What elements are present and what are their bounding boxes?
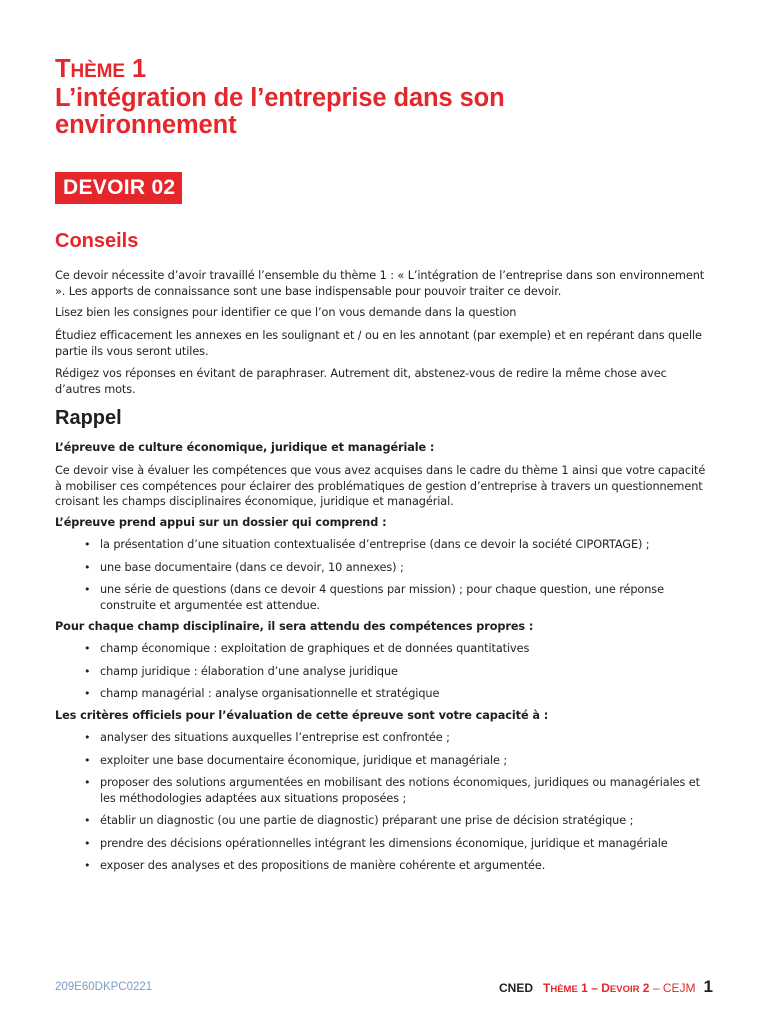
list-item: • exploiter une base documentaire économique, juridique et managériale ; (84, 753, 508, 767)
rappel-section (55, 407, 715, 430)
conseils-heading: Conseils (55, 230, 139, 252)
criteres-title: Les critères officiels pour l’évaluation de cette épreuve sont votre capacité à : (55, 709, 549, 722)
publisher-label: CNED (499, 981, 534, 995)
rappel-heading: Rappel (55, 407, 122, 429)
bullet-icon: • (84, 776, 91, 789)
bullet-icon: • (84, 814, 91, 827)
dossier-title: L’épreuve prend appui sur un dossier qui comprend : (55, 516, 387, 529)
list-item: • champ économique : exploitation de graphiques et de données quantitatives (84, 642, 530, 655)
theme-number: 1 (131, 55, 147, 83)
devoir-badge: DEVOIR 02 (55, 172, 182, 204)
conseils-paragraph: Rédigez vos réponses en évitant de paraphraser. Autrement dit, abstenez-vous de redire la même chose avec d’autres mots. (55, 367, 667, 396)
bullet-icon: • (84, 538, 91, 551)
list-item: • établir un diagnostic (ou une partie de diagnostic) préparant une prise de décision stratégique ; (84, 814, 634, 827)
criteres-list (55, 730, 715, 874)
footer-running-head (499, 977, 713, 997)
conseils-paragraph: Étudiez efficacement les annexes en les soulignant et / ou en les annotant (par exemple) et en repérant dans quelle partie ils vous seront utiles. (55, 329, 702, 358)
list-item: • analyser des situations auxquelles l’entreprise est confrontée ; (84, 731, 450, 744)
bullet-icon: • (84, 642, 91, 655)
bullet-icon: • (84, 731, 91, 744)
list-item: • champ managérial : analyse organisationnelle et stratégique (84, 687, 440, 700)
conseils-paragraph: Ce devoir nécessite d’avoir travaillé l’ensemble du thème 1 : « L’intégration de l’entreprise dans son environnement ». Les apports de connaissance sont une base indispensable pour pouvoir traiter ce devoir. (55, 269, 705, 298)
champ-list (55, 641, 715, 702)
bullet-icon: • (84, 560, 91, 574)
list-item: • la présentation d’une situation contextualisée d’entreprise (dans ce devoir la société CIPORTAGE) ; (84, 538, 650, 551)
list-item: • prendre des décisions opérationnelles intégrant les dimensions économique, juridique et managériale (84, 836, 668, 850)
rappel-intro: Ce devoir vise à évaluer les compétences que vous avez acquises dans le cadre du thème 1 ainsi que votre capacité à mobiliser ces compétences pour éclairer des problématiques de gestion d’entreprise à travers un questionnement croisant les champs disciplinaires économique, juridique et managérial. (55, 464, 706, 508)
list-item: • une base documentaire (dans ce devoir, 10 annexes) ; (84, 560, 404, 574)
document-code: 209E60DKPC0221 (55, 981, 153, 993)
bullet-icon: • (84, 664, 91, 678)
bullet-icon: • (84, 836, 91, 850)
dossier-list (55, 537, 715, 613)
theme-label-initial: T (55, 55, 71, 83)
list-item: • champ juridique : élaboration d’une analyse juridique (84, 664, 398, 678)
epreuve-title: L’épreuve de culture économique, juridique et managériale : (55, 441, 435, 454)
bullet-icon: • (84, 687, 91, 700)
list-item: • une série de questions (dans ce devoir 4 questions par mission) ; pour chaque question, une réponse construite et argumentée est attendue. (84, 583, 664, 612)
bullet-icon: • (84, 583, 91, 596)
page-number: 1 (703, 977, 713, 996)
title-line-2: environnement (55, 111, 237, 139)
theme-label-rest: HÈME (70, 61, 125, 82)
title-line-1: L’intégration de l’entreprise dans son (55, 84, 505, 112)
list-item: • exposer des analyses et des propositions de manière cohérente et argumentée. (84, 859, 546, 872)
conseils-section (55, 230, 715, 253)
footer-theme: THÈME 1 – DEVOIR 2 (543, 981, 650, 995)
theme-title (55, 56, 505, 139)
footer-subject: – CEJM (652, 981, 696, 995)
conseils-paragraph: Lisez bien les consignes pour identifier ce que l’on vous demande dans la question (55, 306, 517, 319)
bullet-icon: • (84, 753, 91, 767)
champ-title: Pour chaque champ disciplinaire, il sera attendu des compétences propres : (55, 620, 534, 633)
list-item: • proposer des solutions argumentées en mobilisant des notions économiques, juridiques ou managériales et les méthodologies adaptées aux situations proposées ; (84, 776, 700, 805)
bullet-icon: • (84, 859, 91, 872)
